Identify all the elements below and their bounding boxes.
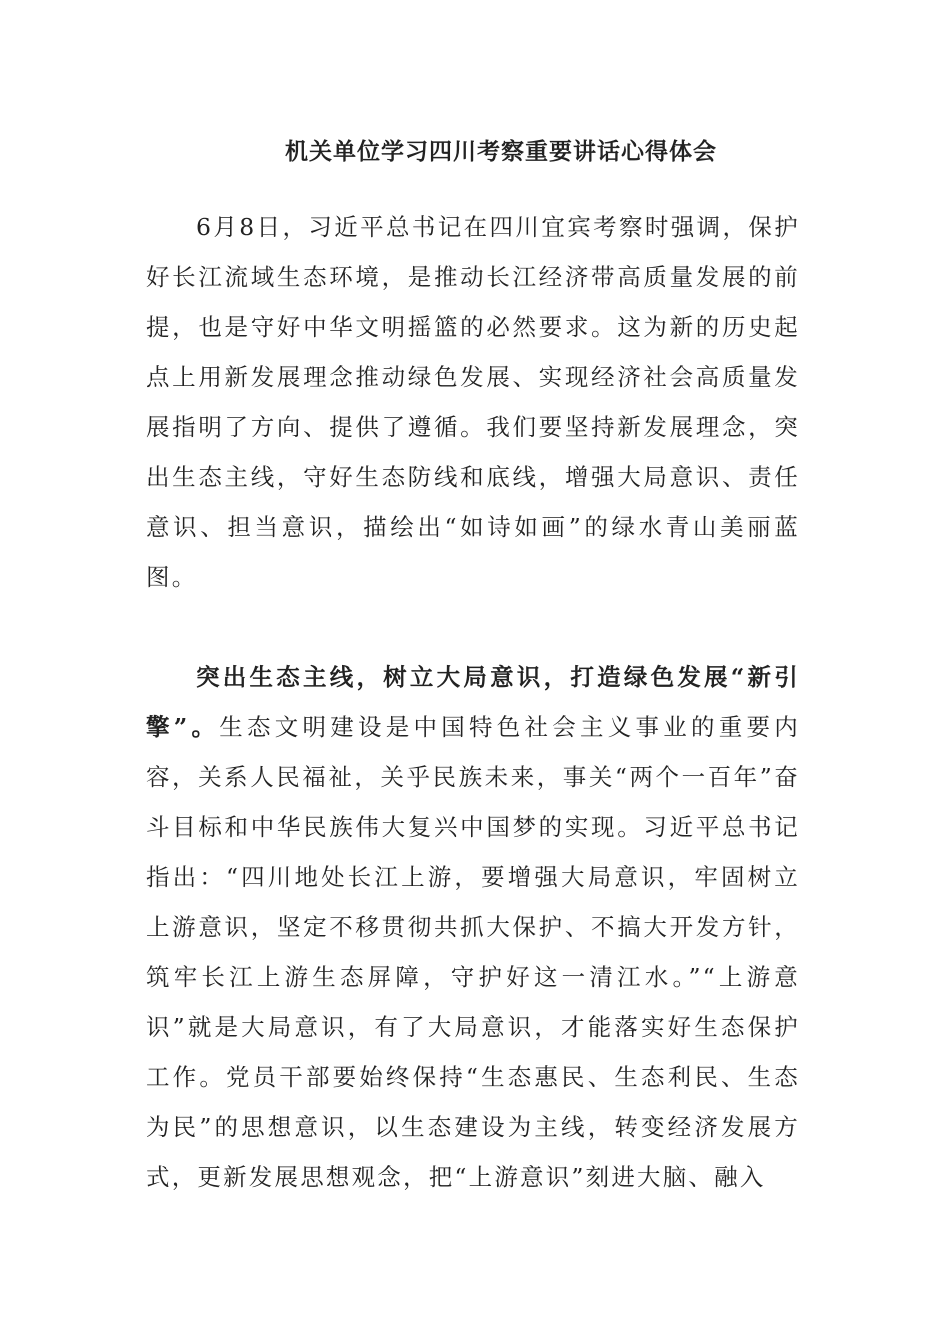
section-heading: 突出生态主线，树立大局意识，打造绿色发展“新引擎”。 [146, 663, 800, 741]
paragraph-intro [146, 202, 800, 602]
paragraph-intro-text: 6月8日，习近平总书记在四川宜宾考察时强调，保护好长江流域生态环境，是推动长江经济带高质量发展的前提，也是守好中华文明摇篮的必然要求。这为新的历史起点上用新发展理念推动绿色发展、实现经济社会高质量发展指明了方向、提供了遵循。我们要坚持新发展理念，突出生态主线，守好生态防线和底线，增强大局意识、责任意识、担当意识，描绘出“如诗如画”的绿水青山美丽蓝图。 [146, 213, 800, 591]
paragraph-section-1 [146, 652, 800, 1202]
paragraph-section-1-text: 生态文明建设是中国特色社会主义事业的重要内容，关系人民福祉，关乎民族未来，事关“两个一百年”奋斗目标和中华民族伟大复兴中国梦的实现。习近平总书记指出：“四川地处长江上游，要增强大局意识，牢固树立上游意识，坚定不移贯彻共抓大保护、不搞大开发方针，筑牢长江上游生态屏障，守护好这一清江水。”“上游意识”就是大局意识，有了大局意识，才能落实好生态保护工作。党员干部要始终保持“生态惠民、生态利民、生态为民”的思想意识，以生态建设为主线，转变经济发展方式，更新发展思想观念，把“上游意识”刻进大脑、融入 [146, 713, 800, 1191]
document-title: 机关单位学习四川考察重要讲话心得体会 [285, 138, 717, 165]
